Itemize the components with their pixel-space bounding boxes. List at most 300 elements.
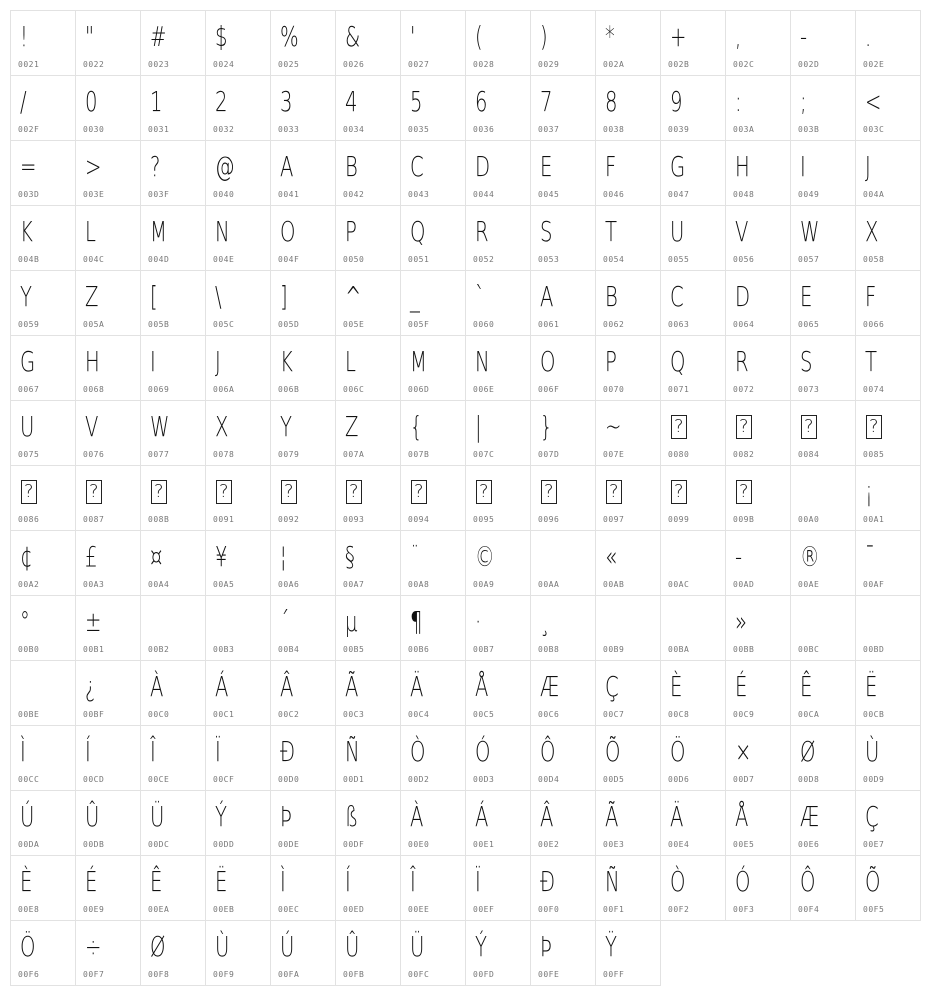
glyph: \ — [215, 280, 222, 313]
codepoint-label: 006B — [278, 385, 300, 394]
codepoint-label: 004B — [18, 255, 40, 264]
glyph: Z — [85, 280, 99, 313]
glyph-cell — [595, 10, 661, 76]
glyph: © — [475, 540, 495, 573]
glyph: J — [865, 150, 871, 183]
codepoint-label: 0024 — [213, 60, 235, 69]
glyph-cell — [140, 465, 206, 531]
codepoint-label: 0049 — [798, 190, 820, 199]
glyph-cell — [10, 335, 76, 401]
glyph: F — [865, 280, 877, 313]
glyph-cell — [595, 270, 661, 336]
glyph: 9 — [670, 85, 683, 118]
glyph-cell — [855, 465, 921, 531]
glyph: Á — [475, 800, 489, 833]
missing-glyph-icon: ? — [151, 480, 167, 504]
codepoint-label: 0084 — [798, 450, 820, 459]
glyph-cell — [10, 725, 76, 791]
glyph-cell — [400, 855, 466, 921]
codepoint-label: 006E — [473, 385, 495, 394]
codepoint-label: 0038 — [603, 125, 625, 134]
glyph-cell — [790, 465, 856, 531]
codepoint-label: 0036 — [473, 125, 495, 134]
codepoint-label: 0055 — [668, 255, 690, 264]
codepoint-label: 00C2 — [278, 710, 300, 719]
glyph: Ä — [410, 670, 424, 703]
glyph-cell — [400, 75, 466, 141]
codepoint-label: 00C7 — [603, 710, 625, 719]
glyph-cell — [855, 530, 921, 596]
glyph-cell — [270, 10, 336, 76]
codepoint-label: 00F6 — [18, 970, 40, 979]
codepoint-label: 00C6 — [538, 710, 560, 719]
codepoint-label: 00AB — [603, 580, 625, 589]
glyph-cell — [270, 530, 336, 596]
glyph-cell — [400, 530, 466, 596]
codepoint-label: 0021 — [18, 60, 40, 69]
glyph-cell — [205, 530, 271, 596]
codepoint-label: 00BC — [798, 645, 820, 654]
codepoint-label: 00BD — [863, 645, 885, 654]
glyph: M — [410, 345, 427, 378]
glyph: È — [20, 865, 33, 898]
glyph-cell — [205, 790, 271, 856]
codepoint-label: 00E1 — [473, 840, 495, 849]
codepoint-label: 0054 — [603, 255, 625, 264]
codepoint-label: 00BE — [18, 710, 40, 719]
codepoint-label: 0030 — [83, 125, 105, 134]
codepoint-label: 00AA — [538, 580, 560, 589]
glyph-cell — [270, 400, 336, 466]
codepoint-label: 004F — [278, 255, 300, 264]
codepoint-label: 00C1 — [213, 710, 235, 719]
glyph-cell — [10, 205, 76, 271]
glyph-cell — [790, 75, 856, 141]
codepoint-label: 0039 — [668, 125, 690, 134]
codepoint-label: 0057 — [798, 255, 820, 264]
glyph: ÷ — [85, 930, 102, 963]
glyph: É — [85, 865, 98, 898]
glyph-cell — [660, 855, 726, 921]
glyph-cell — [465, 400, 531, 466]
glyph-cell — [465, 660, 531, 726]
glyph: 6 — [475, 85, 488, 118]
glyph-cell — [10, 595, 76, 661]
codepoint-label: 0080 — [668, 450, 690, 459]
glyph: Ï — [215, 735, 221, 768]
glyph-cell — [10, 10, 76, 76]
glyph-cell — [855, 660, 921, 726]
codepoint-label: 0051 — [408, 255, 430, 264]
glyph-cell — [660, 10, 726, 76]
glyph-cell — [75, 270, 141, 336]
glyph-cell — [530, 75, 596, 141]
glyph: + — [670, 20, 687, 53]
glyph-cell — [660, 725, 726, 791]
codepoint-label: 00FD — [473, 970, 495, 979]
codepoint-label: 00C0 — [148, 710, 170, 719]
glyph-cell — [595, 75, 661, 141]
glyph-cell — [530, 660, 596, 726]
glyph: ¿ — [85, 670, 96, 703]
glyph: É — [735, 670, 748, 703]
glyph-cell — [725, 660, 791, 726]
glyph-cell — [855, 205, 921, 271]
missing-glyph-icon: ? — [541, 480, 557, 504]
glyph: ® — [800, 540, 820, 573]
codepoint-label: 00D0 — [278, 775, 300, 784]
glyph: Ç — [865, 800, 879, 833]
glyph: , — [735, 20, 742, 53]
glyph-cell — [530, 335, 596, 401]
codepoint-label: 0075 — [18, 450, 40, 459]
codepoint-label: 00CA — [798, 710, 820, 719]
glyph-cell — [855, 140, 921, 206]
glyph-cell — [855, 10, 921, 76]
codepoint-label: 0046 — [603, 190, 625, 199]
codepoint-label: 009B — [733, 515, 755, 524]
glyph: G — [20, 345, 36, 378]
codepoint-label: 00EF — [473, 905, 495, 914]
codepoint-label: 00E3 — [603, 840, 625, 849]
glyph: Þ — [280, 800, 292, 833]
missing-glyph-icon: ? — [736, 480, 752, 504]
codepoint-label: 00DB — [83, 840, 105, 849]
glyph: _ — [410, 280, 420, 313]
glyph-cell — [75, 75, 141, 141]
glyph: K — [20, 215, 33, 248]
glyph: 3 — [280, 85, 293, 118]
glyph-cell — [595, 855, 661, 921]
glyph-cell — [660, 270, 726, 336]
glyph-cell — [530, 400, 596, 466]
glyph-cell — [140, 10, 206, 76]
codepoint-label: 00FB — [343, 970, 365, 979]
glyph: Q — [670, 345, 686, 378]
codepoint-label: 003C — [863, 125, 885, 134]
glyph-cell — [270, 205, 336, 271]
glyph-cell — [10, 790, 76, 856]
glyph-cell — [75, 465, 141, 531]
glyph: ¶ — [410, 605, 423, 638]
character-map-grid — [10, 10, 920, 985]
codepoint-label: 0043 — [408, 190, 430, 199]
glyph-cell — [855, 790, 921, 856]
codepoint-label: 00B9 — [603, 645, 625, 654]
codepoint-label: 00A9 — [473, 580, 495, 589]
glyph: U — [670, 215, 685, 248]
codepoint-label: 00F4 — [798, 905, 820, 914]
codepoint-label: 0094 — [408, 515, 430, 524]
glyph-cell — [595, 140, 661, 206]
glyph-cell — [465, 10, 531, 76]
codepoint-label: 002F — [18, 125, 40, 134]
glyph: Ù — [215, 930, 230, 963]
glyph-cell — [465, 920, 531, 986]
glyph-cell — [725, 400, 791, 466]
glyph: ` — [475, 280, 485, 313]
glyph: Ø — [800, 735, 816, 768]
glyph-cell — [465, 465, 531, 531]
glyph: Ä — [670, 800, 684, 833]
codepoint-label: 00AF — [863, 580, 885, 589]
glyph-cell — [400, 920, 466, 986]
codepoint-label: 0073 — [798, 385, 820, 394]
codepoint-label: 0045 — [538, 190, 560, 199]
glyph: ´ — [280, 605, 290, 638]
glyph: D — [475, 150, 491, 183]
glyph: 1 — [150, 85, 163, 118]
glyph-cell — [855, 335, 921, 401]
glyph-cell — [465, 75, 531, 141]
codepoint-label: 006A — [213, 385, 235, 394]
missing-glyph-icon: ? — [866, 415, 882, 439]
glyph-cell — [465, 855, 531, 921]
glyph: Ó — [735, 865, 751, 898]
codepoint-label: 002A — [603, 60, 625, 69]
glyph: ] — [280, 280, 288, 313]
codepoint-label: 007D — [538, 450, 560, 459]
glyph: Õ — [865, 865, 881, 898]
glyph: 5 — [410, 85, 423, 118]
glyph-cell — [140, 335, 206, 401]
codepoint-label: 0052 — [473, 255, 495, 264]
glyph-cell — [10, 530, 76, 596]
codepoint-label: 00D9 — [863, 775, 885, 784]
missing-glyph-icon: ? — [671, 415, 687, 439]
glyph-cell — [10, 855, 76, 921]
codepoint-label: 0092 — [278, 515, 300, 524]
glyph-cell — [335, 205, 401, 271]
codepoint-label: 00F2 — [668, 905, 690, 914]
glyph-cell — [595, 205, 661, 271]
codepoint-label: 00A3 — [83, 580, 105, 589]
glyph: ! — [20, 20, 28, 53]
glyph-cell — [10, 465, 76, 531]
glyph-cell — [75, 335, 141, 401]
glyph: D — [735, 280, 751, 313]
glyph-cell — [140, 920, 206, 986]
glyph: P — [605, 345, 617, 378]
codepoint-label: 00B1 — [83, 645, 105, 654]
codepoint-label: 0059 — [18, 320, 40, 329]
glyph-cell — [725, 10, 791, 76]
codepoint-label: 00F1 — [603, 905, 625, 914]
codepoint-label: 0060 — [473, 320, 495, 329]
glyph-cell — [270, 855, 336, 921]
codepoint-label: 0069 — [148, 385, 170, 394]
codepoint-label: 00A2 — [18, 580, 40, 589]
glyph: Q — [410, 215, 426, 248]
glyph-cell — [790, 400, 856, 466]
glyph-cell — [10, 140, 76, 206]
glyph: T — [605, 215, 617, 248]
glyph-cell — [725, 270, 791, 336]
missing-glyph-icon: ? — [671, 480, 687, 504]
glyph: B — [345, 150, 358, 183]
glyph: Í — [85, 735, 91, 768]
glyph-cell — [400, 465, 466, 531]
glyph: Ã — [605, 800, 619, 833]
codepoint-label: 00BF — [83, 710, 105, 719]
glyph-cell — [530, 140, 596, 206]
glyph-cell — [335, 400, 401, 466]
glyph-cell — [660, 790, 726, 856]
missing-glyph-icon: ? — [346, 480, 362, 504]
glyph: µ — [345, 605, 358, 638]
glyph-cell — [465, 205, 531, 271]
codepoint-label: 003F — [148, 190, 170, 199]
glyph: » — [735, 605, 747, 638]
glyph-cell — [530, 725, 596, 791]
glyph: Y — [280, 410, 292, 443]
glyph-cell — [465, 595, 531, 661]
codepoint-label: 00D8 — [798, 775, 820, 784]
glyph-cell — [790, 140, 856, 206]
glyph-cell — [140, 270, 206, 336]
codepoint-label: 004D — [148, 255, 170, 264]
codepoint-label: 0056 — [733, 255, 755, 264]
missing-glyph-icon: ? — [476, 480, 492, 504]
glyph-cell — [465, 270, 531, 336]
glyph-cell — [140, 660, 206, 726]
glyph: ) — [540, 20, 548, 53]
codepoint-label: 00EB — [213, 905, 235, 914]
codepoint-label: 00A7 — [343, 580, 365, 589]
glyph-cell — [530, 920, 596, 986]
glyph-cell — [465, 335, 531, 401]
glyph: £ — [85, 540, 98, 573]
codepoint-label: 00E7 — [863, 840, 885, 849]
glyph: N — [475, 345, 490, 378]
glyph-cell — [660, 465, 726, 531]
glyph-cell — [595, 335, 661, 401]
codepoint-label: 00A5 — [213, 580, 235, 589]
glyph-cell — [140, 530, 206, 596]
glyph-cell — [140, 725, 206, 791]
codepoint-label: 00CC — [18, 775, 40, 784]
glyph-cell — [400, 270, 466, 336]
codepoint-label: 0037 — [538, 125, 560, 134]
glyph: À — [150, 670, 164, 703]
glyph-cell — [725, 140, 791, 206]
codepoint-label: 0074 — [863, 385, 885, 394]
glyph-cell — [790, 205, 856, 271]
glyph-cell — [660, 75, 726, 141]
missing-glyph-icon: ? — [86, 480, 102, 504]
codepoint-label: 00A4 — [148, 580, 170, 589]
codepoint-label: 0078 — [213, 450, 235, 459]
glyph-cell — [465, 725, 531, 791]
glyph-cell — [595, 530, 661, 596]
codepoint-label: 006C — [343, 385, 365, 394]
glyph: L — [345, 345, 356, 378]
glyph-cell — [335, 530, 401, 596]
codepoint-label: 0085 — [863, 450, 885, 459]
glyph: H — [85, 345, 100, 378]
codepoint-label: 004A — [863, 190, 885, 199]
glyph: } — [540, 410, 553, 443]
glyph: A — [540, 280, 554, 313]
codepoint-label: 0067 — [18, 385, 40, 394]
glyph: O — [540, 345, 556, 378]
codepoint-label: 00CF — [213, 775, 235, 784]
glyph: Ï — [475, 865, 481, 898]
glyph: | — [475, 410, 482, 443]
codepoint-label: 0053 — [538, 255, 560, 264]
glyph: P — [345, 215, 357, 248]
codepoint-label: 0058 — [863, 255, 885, 264]
missing-glyph-icon: ? — [801, 415, 817, 439]
glyph: ¦ — [280, 540, 287, 573]
codepoint-label: 00CE — [148, 775, 170, 784]
glyph-cell — [335, 465, 401, 531]
codepoint-label: 00A1 — [863, 515, 885, 524]
codepoint-label: 0071 — [668, 385, 690, 394]
glyph: Ñ — [345, 735, 360, 768]
glyph-cell — [270, 465, 336, 531]
codepoint-label: 003D — [18, 190, 40, 199]
glyph: Ø — [150, 930, 166, 963]
codepoint-label: 006D — [408, 385, 430, 394]
glyph-cell — [270, 725, 336, 791]
glyph: T — [865, 345, 877, 378]
glyph-cell — [660, 400, 726, 466]
glyph: Â — [540, 800, 554, 833]
glyph-cell — [725, 530, 791, 596]
codepoint-label: 0029 — [538, 60, 560, 69]
glyph: Â — [280, 670, 294, 703]
glyph-cell — [790, 595, 856, 661]
glyph-cell — [75, 920, 141, 986]
codepoint-label: 0076 — [83, 450, 105, 459]
glyph-cell — [205, 10, 271, 76]
glyph-cell — [75, 530, 141, 596]
glyph-cell — [725, 855, 791, 921]
codepoint-label: 005A — [83, 320, 105, 329]
glyph-cell — [270, 140, 336, 206]
glyph: @ — [215, 150, 235, 183]
codepoint-label: 00D4 — [538, 775, 560, 784]
codepoint-label: 005B — [148, 320, 170, 329]
glyph-cell — [400, 725, 466, 791]
codepoint-label: 0079 — [278, 450, 300, 459]
glyph-cell — [790, 790, 856, 856]
glyph-cell — [75, 855, 141, 921]
glyph: ¯ — [865, 540, 875, 573]
codepoint-label: 00F7 — [83, 970, 105, 979]
codepoint-label: 00FE — [538, 970, 560, 979]
codepoint-label: 0027 — [408, 60, 430, 69]
codepoint-label: 007A — [343, 450, 365, 459]
codepoint-label: 00F3 — [733, 905, 755, 914]
glyph-cell — [140, 790, 206, 856]
codepoint-label: 00D3 — [473, 775, 495, 784]
codepoint-label: 0035 — [408, 125, 430, 134]
glyph: Å — [475, 670, 489, 703]
codepoint-label: 0033 — [278, 125, 300, 134]
codepoint-label: 0072 — [733, 385, 755, 394]
codepoint-label: 0025 — [278, 60, 300, 69]
glyph: R — [475, 215, 489, 248]
codepoint-label: 00A6 — [278, 580, 300, 589]
glyph: Æ — [800, 800, 820, 833]
glyph-cell — [530, 790, 596, 856]
glyph: W — [150, 410, 170, 443]
codepoint-label: 00B3 — [213, 645, 235, 654]
glyph: C — [670, 280, 684, 313]
glyph-cell — [205, 660, 271, 726]
